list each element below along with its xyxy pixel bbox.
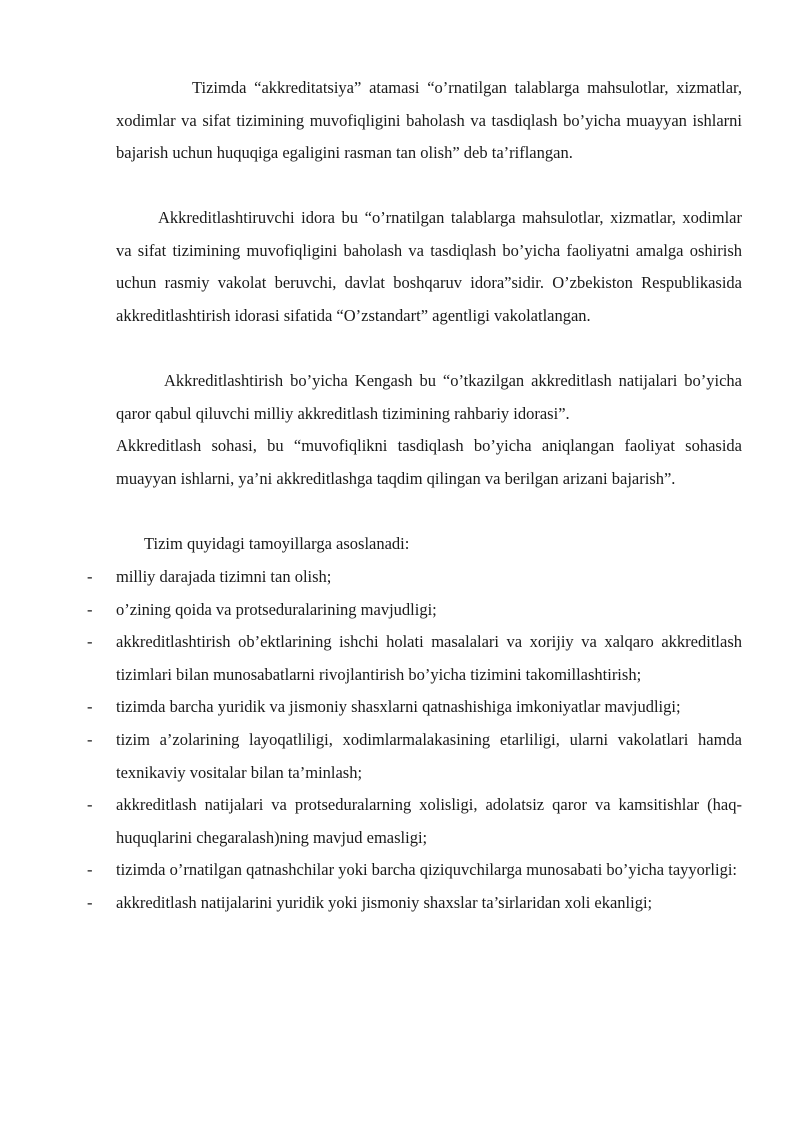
- paragraph-principles-intro: Tizim quyidagi tamoyillarga asoslanadi:: [144, 534, 410, 553]
- paragraph-council: Akkreditlashtirish bo’yicha Kengash bu “o’tkazilgan akkreditlash natijalari bo’yicha qaror qabul qiluvchi milliy akkreditlash tizimining rahbariy idorasi”.: [116, 371, 742, 423]
- list-item-text: akkreditlash natijalarini yuridik yoki jismoniy shaxslar ta’sirlaridan xoli ekanligi;: [116, 892, 653, 912]
- list-item: [0, 626, 742, 691]
- list-item: [0, 561, 742, 594]
- list-item-text: akkreditlash natijalari va protseduralarning xolisligi, adolatsiz qaror va kamsitishlar (haq-huquqlarini chegaralash)ning mavjud emasligi;: [116, 795, 742, 847]
- list-item: [0, 887, 742, 920]
- list-dash: -: [87, 892, 93, 912]
- paragraph-accreditation-scope: Akkreditlash sohasi, bu “muvofiqlikni tasdiqlash bo’yicha aniqlangan faoliyat sohasida muayyan ishlarni, ya’ni akkreditlashga taqdim qilingan va berilgan arizani bajarish”.: [116, 436, 742, 488]
- principles-list: [0, 561, 800, 920]
- list-dash: -: [87, 567, 93, 586]
- list-item: [0, 594, 742, 627]
- list-item-text: akkreditlashtirish ob’ektlarining ishchi holati masalalari va xorijiy va xalqaro akkreditlash tizimlari bilan munosabatlarni rivojlantirish bo’yicha tizimini takomillashtirish;: [116, 632, 742, 684]
- list-dash: -: [87, 729, 93, 749]
- paragraph-accrediting-body: Akkreditlashtiruvchi idora bu “o’rnatilgan talablarga mahsulotlar, xizmatlar, xodimlar va sifat tizimining muvofiqligini baholash va tasdiqlash bo’yicha faoliyatni amalga oshirish uchun rasmiy vakolat beruvchi, davlat boshqaruv idora”sidir. O’zbekiston Respublikasida akkreditlashtirish idorasi sifatida “O’zstandart” agentligi vakolatlangan.: [116, 208, 742, 325]
- list-item-text: tizimda barcha yuridik va jismoniy shasxlarni qatnashishiga imkoniyatlar mavjudligi;: [116, 697, 681, 717]
- list-dash: -: [87, 599, 93, 619]
- list-dash: -: [87, 860, 93, 880]
- list-item-text: o’zining qoida va protseduralarining mavjudligi;: [116, 599, 437, 619]
- list-item: [0, 724, 742, 789]
- list-item: [0, 691, 742, 724]
- list-dash: -: [87, 632, 93, 652]
- list-item-text: milliy darajada tizimni tan olish;: [116, 567, 332, 586]
- list-item: [0, 854, 742, 887]
- list-item-text: tizim a’zolarining layoqatliligi, xodimlarmalakasining etarliligi, ularni vakolatlari hamda texnikaviy vositalar bilan ta’minlash;: [116, 729, 742, 782]
- list-dash: -: [87, 795, 93, 815]
- list-item: [0, 789, 742, 854]
- list-item-text: tizimda o’rnatilgan qatnashchilar yoki barcha qiziquvchilarga munosabati bo’yicha tayyorligi:: [116, 860, 737, 880]
- paragraph-akkreditatsiya-definition: Tizimda “akkreditatsiya” atamasi “o’rnatilgan talablarga mahsulotlar, xizmatlar, xodimlar va sifat tizimining muvofiqligini baholash va tasdiqlash bo’yicha muayyan ishlarni bajarish uchun huquqiga egaligini rasman tan olish” deb ta’riflangan.: [116, 78, 742, 163]
- list-dash: -: [87, 697, 93, 717]
